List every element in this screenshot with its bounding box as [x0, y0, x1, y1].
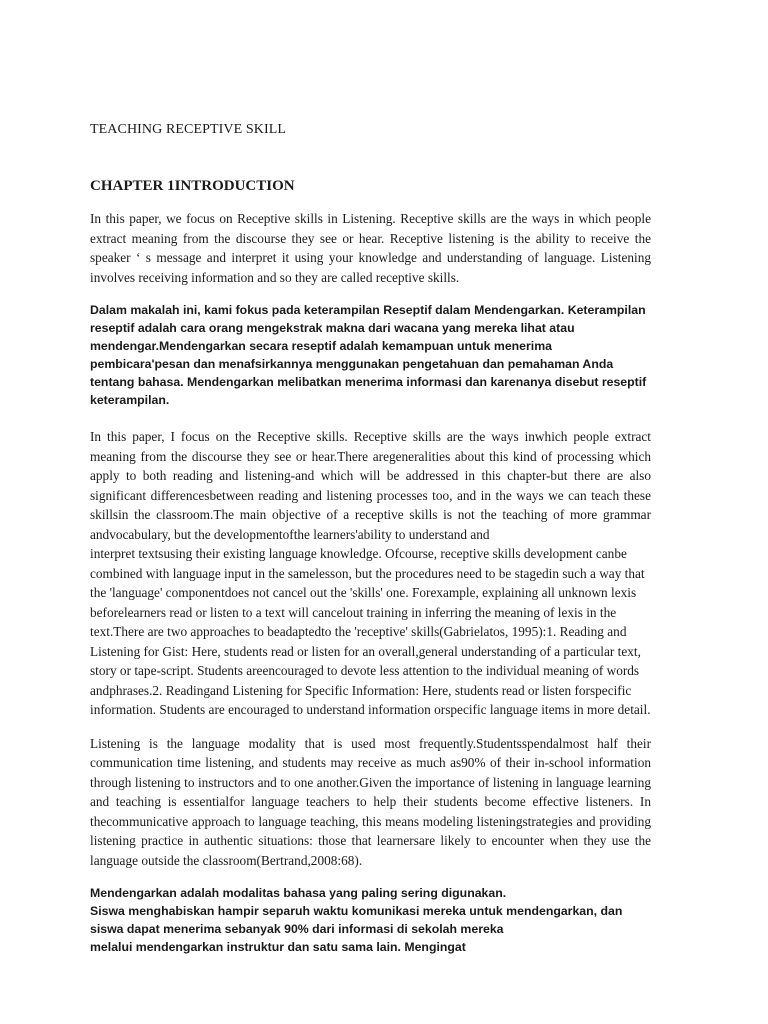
- translation-line: melalui mendengarkan instruktur dan satu sama lain. Mengingat: [90, 940, 466, 954]
- paragraph-1-translation: Dalam makalah ini, kami fokus pada keterampilan Reseptif dalam Mendengarkan. Keterampilan reseptif adalah cara orang mengekstrak makna dari wacana yang mereka lihat atau mendengar.Mendengarkan secara reseptif adalah kemampuan untuk menerima pembicara'pesan dan menafsirkannya menggunakan pengetahuan dan pemahaman Anda tentang bahasa. Mendengarkan melibatkan menerima informasi dan karenanya disebut reseptif keterampilan.: [90, 303, 647, 407]
- paragraph-1: In this paper, we focus on Receptive skills in Listening. Receptive skills are the ways in which people extract meaning from the discourse they see or hear. Receptive listening is the ability to receive the speaker ‘ s message and interpret it using your knowledge and understanding of language. Listening involves receiving information and so they are called receptive skills.: [90, 211, 651, 285]
- translation-line: siswa dapat menerima sebanyak 90% dari informasi di sekolah mereka: [90, 922, 504, 936]
- translation-line: Siswa menghabiskan hampir separuh waktu komunikasi mereka untuk mendengarkan, dan: [90, 904, 623, 918]
- document-page: [90, 122, 651, 956]
- paragraph-2b: interpret textsusing their existing language knowledge. Ofcourse, receptive skills development canbe combined with language input in the samelesson, but the procedures need to be stagedin such a way that the 'language' componentdoes not cancel out the 'skills' one. Forexample, explaining all unknown lexis beforelearners read or listen to a text will cancelout training in inferring the meaning of lexis in the text.There are two approaches to beadaptedto the 'receptive' skills(Gabrielatos, 1995):1. Reading and Listening for Gist: Here, students read or listen for an overall,general understanding of a particular text, story or tape-script. Students areencouraged to devote less attention to the individual meaning of words andphrases.2. Readingand Listening for Specific Information: Here, students read or listen forspecific information. Students are encouraged to understand information orspecific language items in more detail.: [90, 546, 651, 717]
- chapter-heading: CHAPTER 1INTRODUCTION: [90, 178, 295, 194]
- paragraph-3-translation: [90, 884, 651, 956]
- document-title: TEACHING RECEPTIVE SKILL: [90, 122, 287, 137]
- paragraph-3: Listening is the language modality that is used most frequently.Studentsspendalmost half their communication time listening, and students may receive as much as90% of their in-school information through listening to instructors and to one another.Given the importance of listening in language learning and teaching is essentialfor language teachers to help their students become effective listeners. In thecommunicative approach to language teaching, this means modeling listeningstrategies and providing listening practice in authentic situations: those that learnersare likely to encounter when they use the language outside the classroom(Bertrand,2008:68).: [90, 735, 651, 868]
- translation-line: Mendengarkan adalah modalitas bahasa yang paling sering digunakan.: [90, 886, 507, 900]
- paragraph-2a: In this paper, I focus on the Receptive skills. Receptive skills are the ways inwhich people extract meaning from the discourse they see or hear.There aregeneralities about this kind of processing which apply to both reading and listening-and which will be addressed in this chapter-but there are also significant differencesbetween reading and listening processes too, and in the ways we can teach these skillsin the classroom.The main objective of a receptive skills is not the teaching of more grammar andvocabulary, but the developmentofthe learners'ability to understand and: [90, 429, 651, 542]
